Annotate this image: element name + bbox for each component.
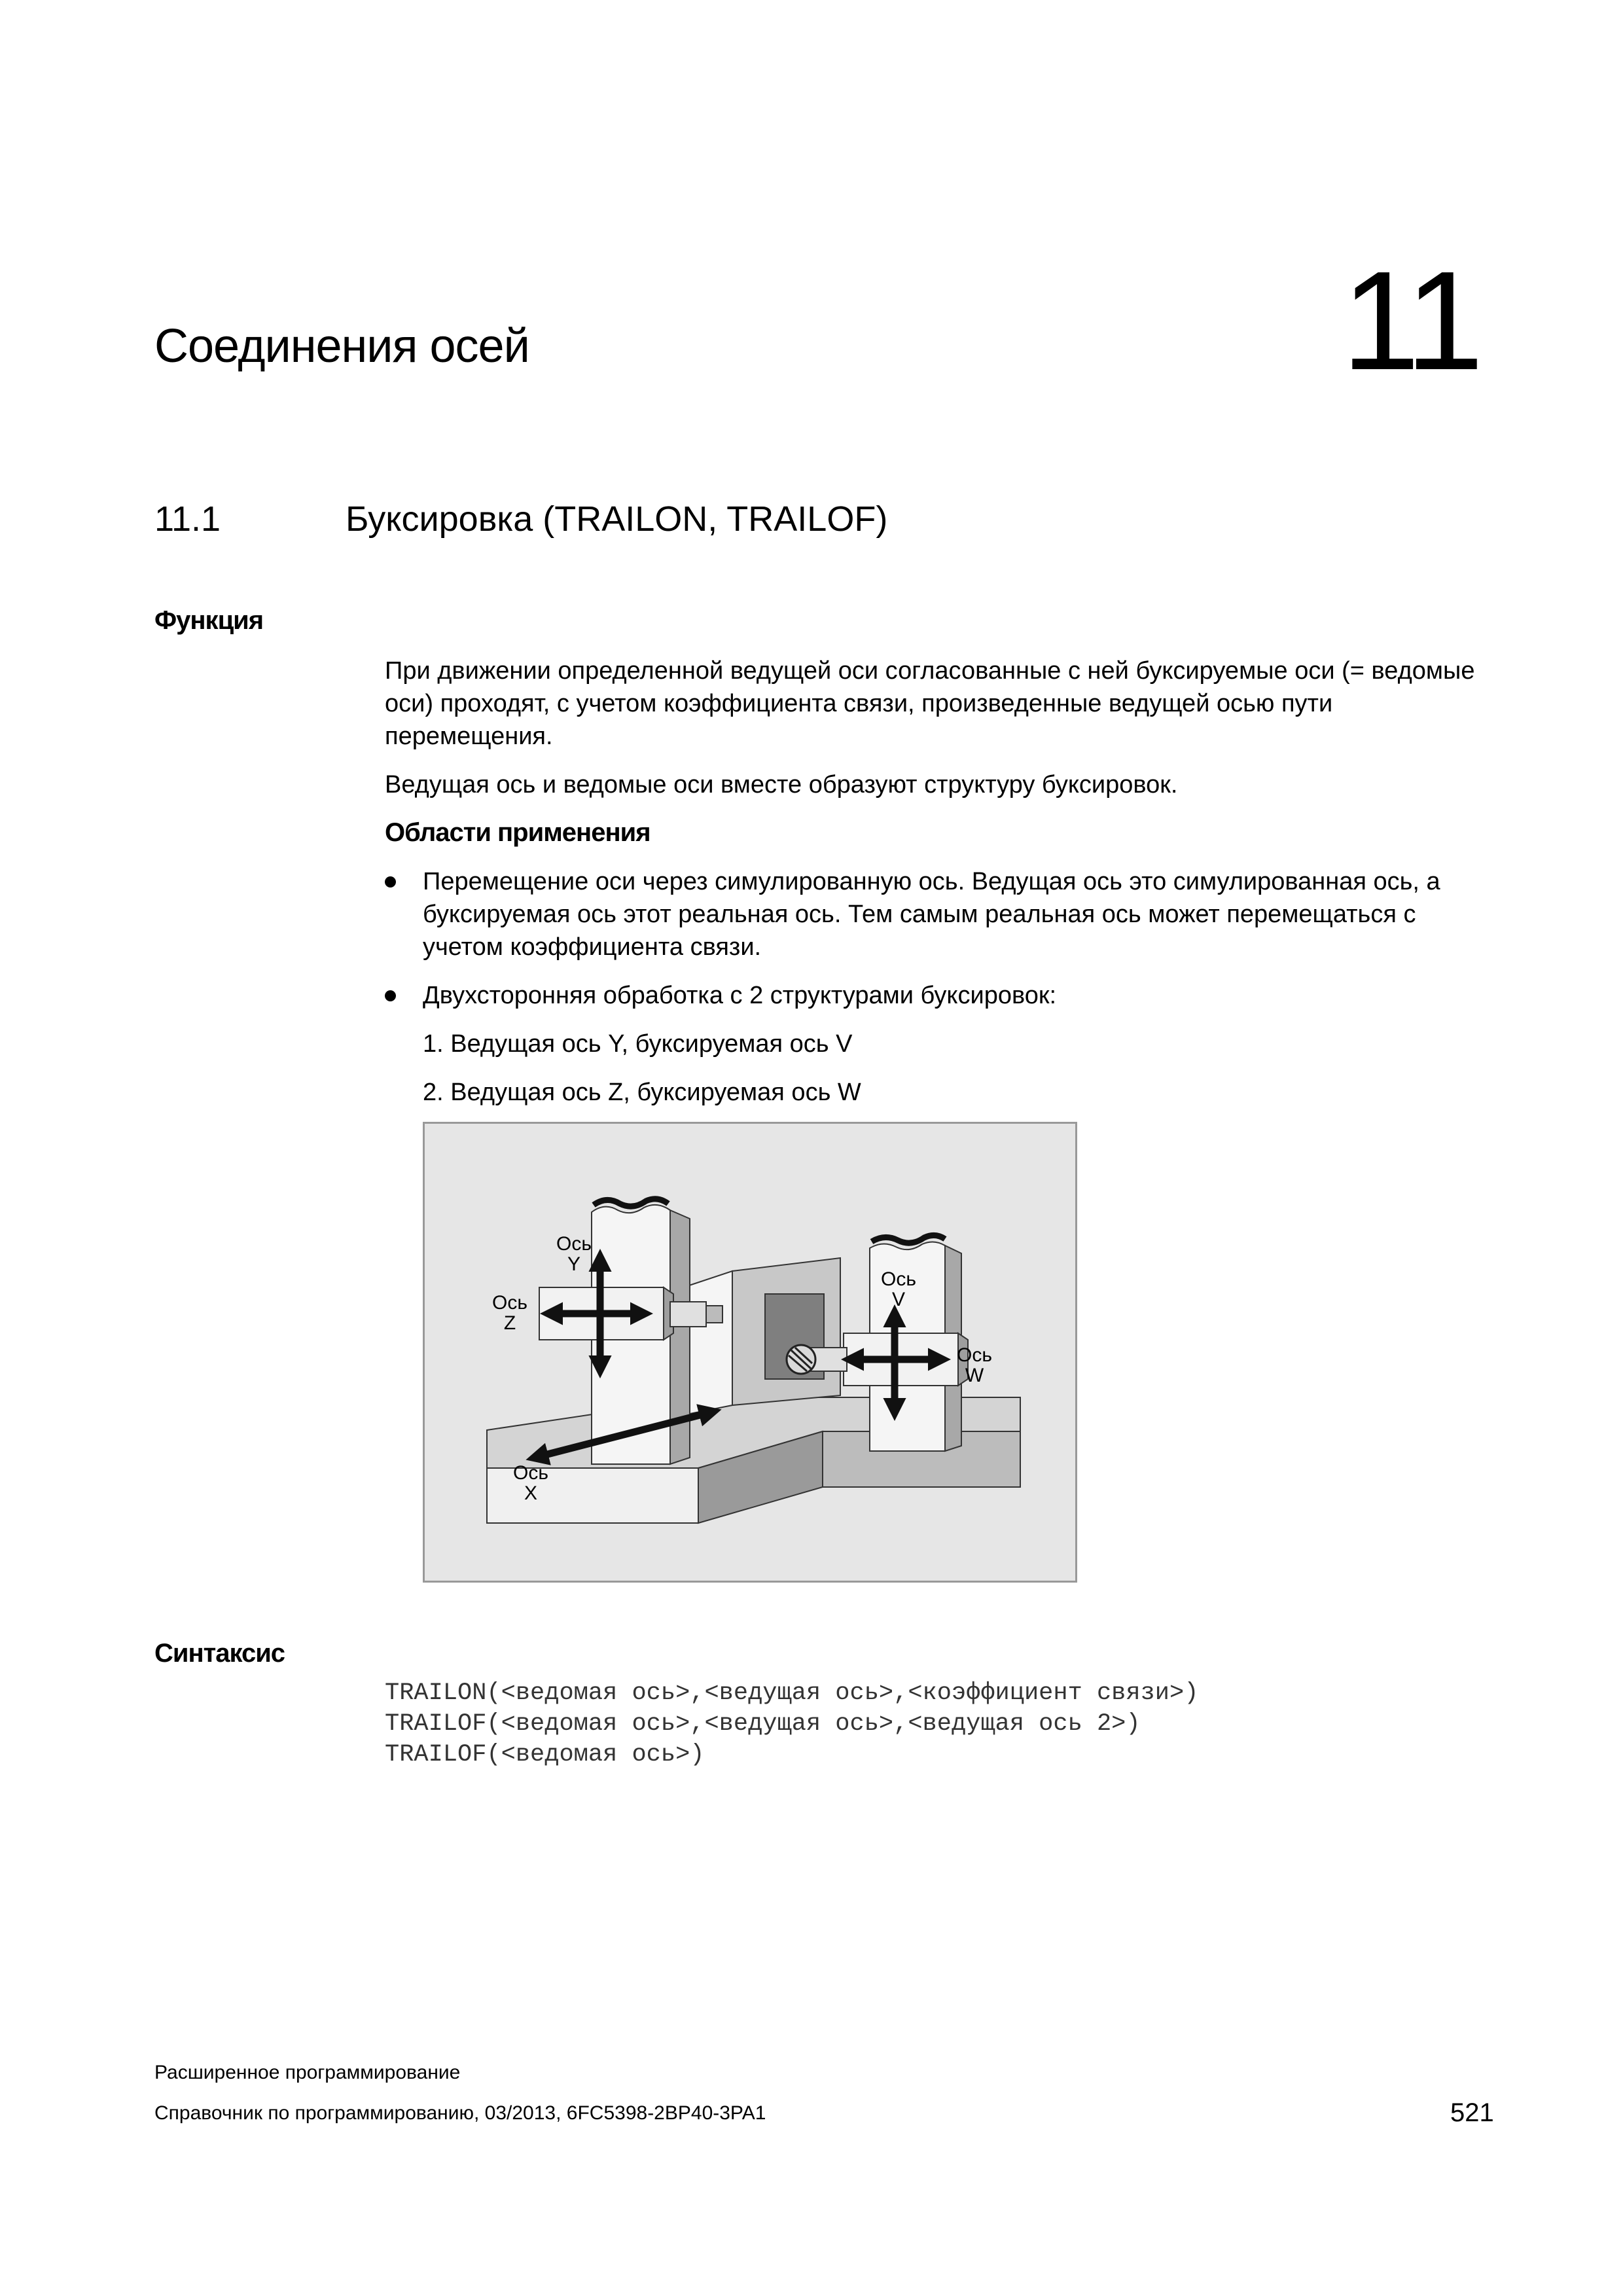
- bullet-text: Двухсторонняя обработка с 2 структурами буксировок:: [423, 982, 1057, 1009]
- chapter-number: 11: [1342, 242, 1480, 399]
- axis-v-label: Ось V: [881, 1268, 916, 1310]
- chapter-title: Соединения осей: [154, 320, 529, 372]
- syntax-heading: Синтаксис: [154, 1639, 285, 1668]
- function-paragraph-2: Ведущая ось и ведомые оси вместе образуют структуру буксировок.: [385, 771, 1178, 798]
- applications-heading: Области применения: [385, 818, 651, 847]
- code-line: TRAILON(<ведомая ось>,<ведущая ось>,<коэффициент связи>): [385, 1679, 1199, 1707]
- machine-axes-figure: [423, 1122, 1077, 1583]
- list-item: [385, 979, 1497, 1012]
- section-number: 11.1: [154, 499, 221, 539]
- axis-z-label: Ось Z: [492, 1292, 527, 1334]
- page-number: 521: [1450, 2098, 1494, 2127]
- footer-title: Расширенное программирование: [154, 2062, 461, 2083]
- numbered-item-2: 2. Ведущая ось Z, буксируемая ось W: [423, 1079, 861, 1106]
- bullet-text: Перемещение оси через симулированную ось. Ведущая ось это симулированная ось, а буксируемая ось этот реальная ось. Тем самым реальная ось может перемещаться с учетом коэффициента связи.: [423, 868, 1440, 961]
- bullet-icon: [385, 876, 396, 888]
- footer-reference: Справочник по программированию, 03/2013, 6FC5398-2BP40-3PA1: [154, 2102, 766, 2124]
- list-item: [385, 865, 1497, 963]
- section-title: Буксировка (TRAILON, TRAILOF): [346, 499, 888, 539]
- function-heading: Функция: [154, 606, 264, 635]
- function-paragraph-1: При движении определенной ведущей оси согласованные с ней буксируемые оси (= ведомые оси) проходят, с учетом коэффициента связи, произведенные ведущей осью пути перемещения.: [385, 657, 1475, 750]
- syntax-code: [385, 1678, 1198, 1770]
- code-line: TRAILOF(<ведомая ось>,<ведущая ось>,<ведущая ось 2>): [385, 1710, 1141, 1738]
- axis-w-label: Ось W: [957, 1344, 992, 1386]
- axis-x-label: Ось X: [513, 1462, 548, 1504]
- bullet-icon: [385, 990, 396, 1001]
- code-line: TRAILOF(<ведомая ось>): [385, 1741, 705, 1768]
- axis-y-label: Ось Y: [556, 1233, 592, 1275]
- numbered-item-1: 1. Ведущая ось Y, буксируемая ось V: [423, 1030, 853, 1058]
